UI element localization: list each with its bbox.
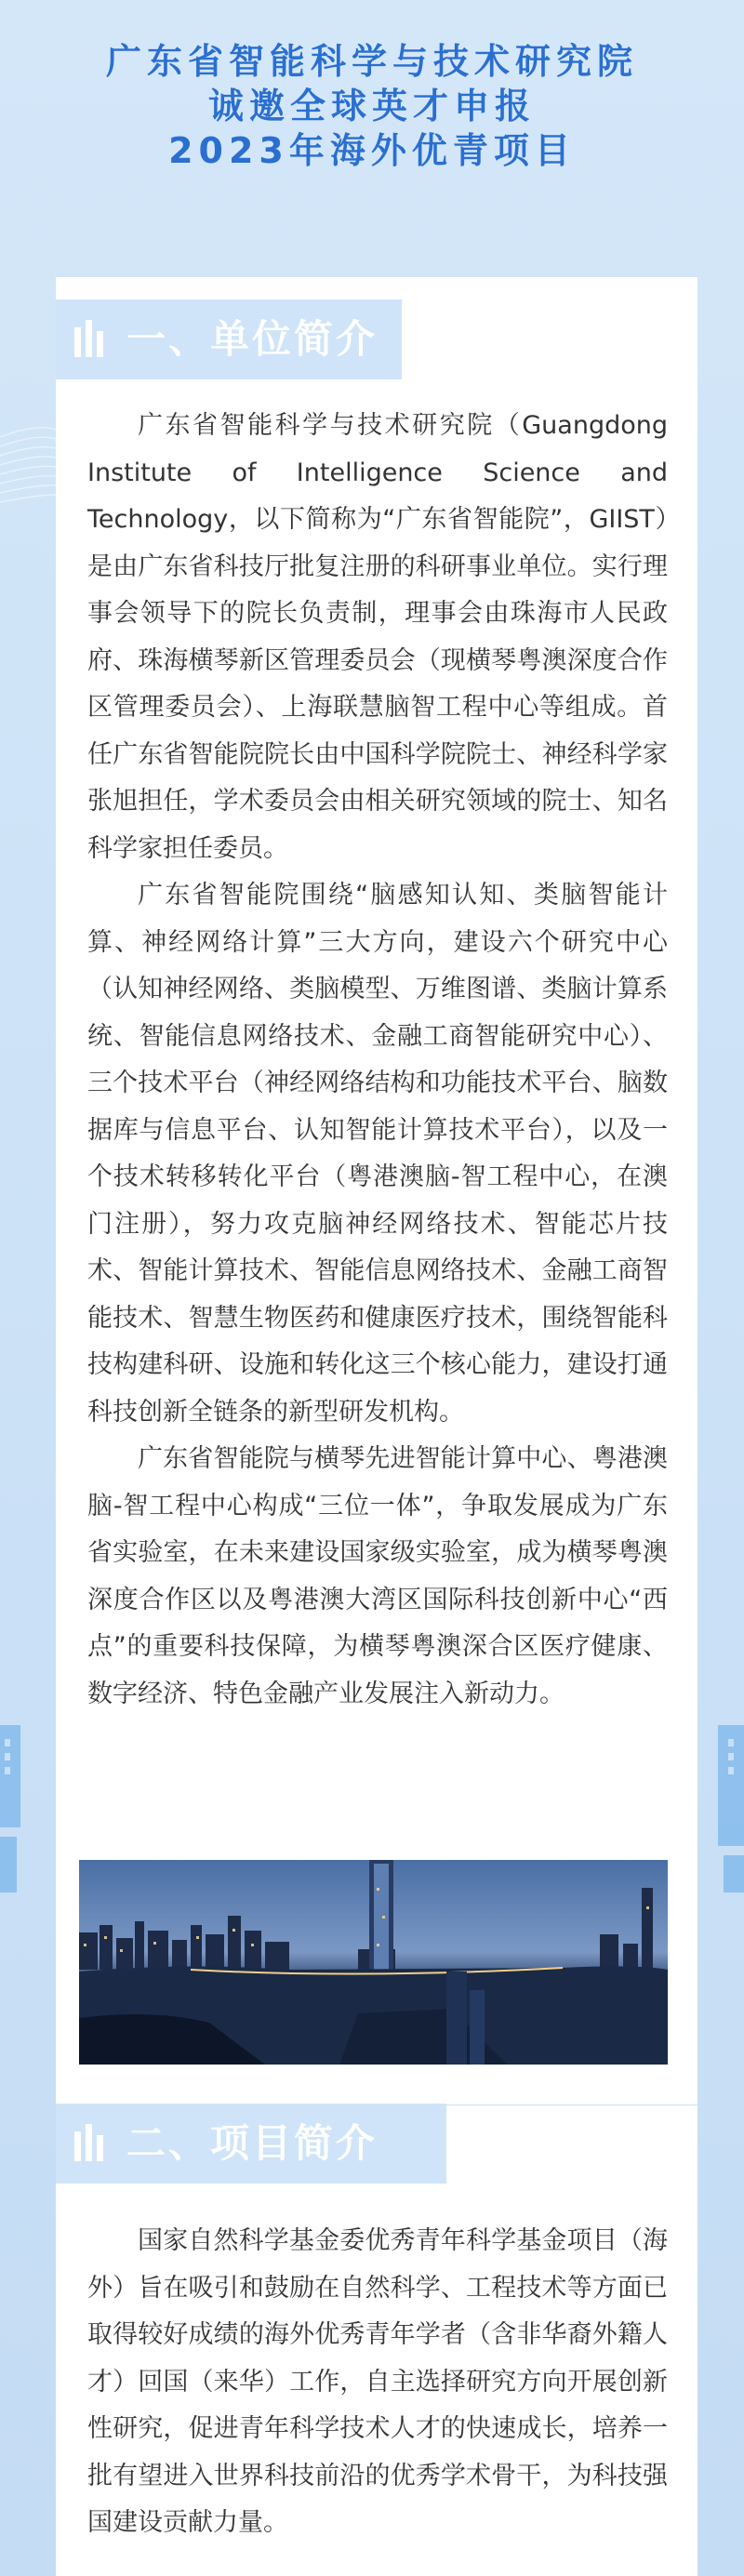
vertical-bars-icon xyxy=(74,2122,121,2165)
unit-intro-text xyxy=(87,403,668,1718)
section-title: 二、项目简介 xyxy=(126,2120,379,2166)
title-line-1: 广东省智能科学与技术研究院 xyxy=(105,41,638,82)
paragraph: 广东省智能院围绕“脑感知认知、类脑智能计算、神经网络计算”三大方向，建设六个研究中心（认知神经网络、类脑模型、万维图谱、类脑计算系统、智能信息网络技术、金融工商智能研究中心）、三个技术平台（神经网络结构和功能技术平台、脑数据库与信息平台、认知智能计算技术平台），以及一个技术转移转化平台（粤港澳脑-智工程中心，在澳门注册），努力攻克脑神经网络技术、智能芯片技术、智能计算技术、智能信息网络技术、金融工商智能技术、智慧生物医药和健康医疗技术，围绕智能科技构建科研、设施和转化这三个核心能力，建设打通科技创新全链条的新型研发机构。 xyxy=(87,881,668,1427)
vertical-bars-icon xyxy=(74,318,121,361)
project-intro-text xyxy=(87,2218,668,2547)
page-title xyxy=(0,39,744,173)
city-night-photo xyxy=(79,1860,668,2065)
paragraph: 国家自然科学基金委优秀青年科学基金项目（海外）旨在吸引和鼓励在自然科学、工程技术等方面已取得较好成绩的海外优秀青年学者（含非华裔外籍人才）回国（来华）工作，自主选择研究方向开展创新性研究，促进青年科学技术人才的快速成长，培养一批有望进入世界科技前沿的优秀学术骨干，为科技强国建设贡献力量。 xyxy=(87,2226,668,2537)
paragraph: 广东省智能科学与技术研究院（Guangdong Institute of Intelligence Science and Technology，以下简称为“广东省智能院”，GIIST）是由广东省科技厅批复注册的科研事业单位。实行理事会领导下的院长负责制，理事会由珠海市人民政府、珠海横琴新区管理委员会（现横琴粤澳深度合作区管理委员会）、上海联慧脑智工程中心等组成。首任广东省智能院院长由中国科学院院士、神经科学家张旭担任，学术委员会由相关研究领域的院士、知名科学家担任委员。 xyxy=(87,411,668,863)
section-title: 一、单位简介 xyxy=(126,316,379,362)
title-line-2: 诚邀全球英才申报 xyxy=(207,86,536,126)
section-header-unit-intro xyxy=(56,299,402,379)
title-line-3: 2023年海外优青项目 xyxy=(168,130,576,171)
section-header-project-intro xyxy=(56,2104,446,2184)
paragraph: 广东省智能院与横琴先进智能计算中心、粤港澳脑-智工程中心构成“三位一体”，争取发展成为广东省实验室，在未来建设国家级实验室，成为横琴粤澳深度合作区以及粤港澳大湾区国际科技创新中心“西点”的重要科技保障，为横琴粤澳深合区医疗健康、数字经济、特色金融产业发展注入新动力。 xyxy=(87,1444,668,1708)
